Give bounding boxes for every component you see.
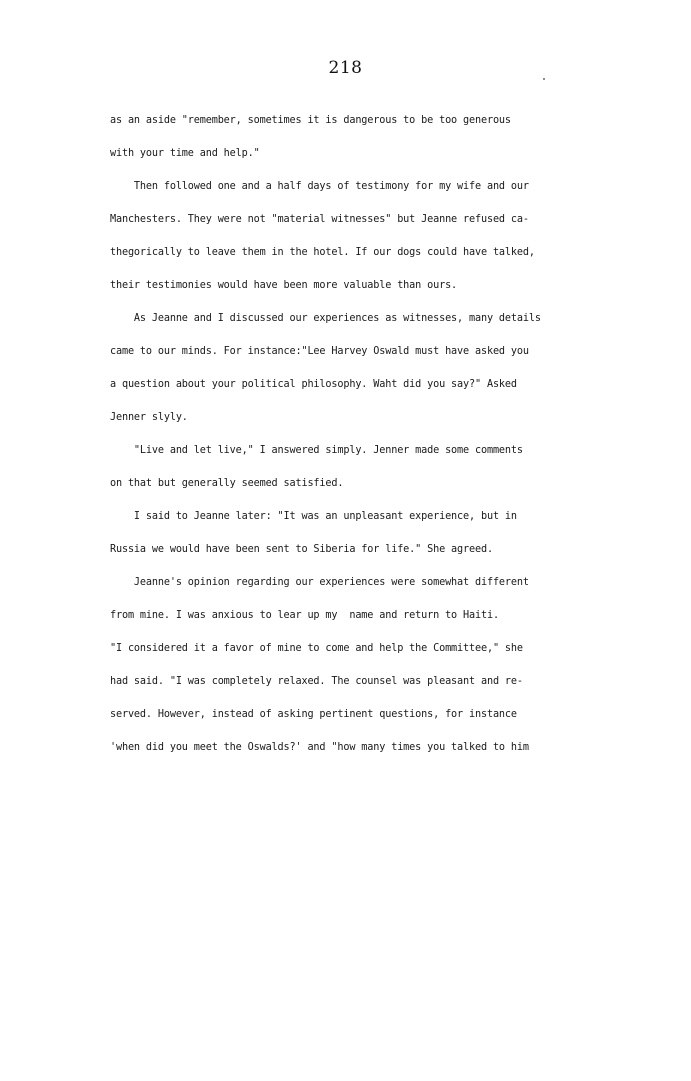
text-line: 'when did you meet the Oswalds?' and "how many times you talked to him — [110, 742, 529, 753]
text-line: Jenner slyly. — [110, 412, 188, 423]
text-line: their testimonies would have been more valuable than ours. — [110, 280, 458, 291]
text-line: had said. "I was completely relaxed. The counsel was pleasant and re- — [110, 676, 523, 687]
text-line: "I considered it a favor of mine to come and help the Committee," she — [110, 643, 523, 654]
text-line: I said to Jeanne later: "It was an unpleasant experience, but in — [110, 511, 517, 522]
text-line: on that but generally seemed satisfied. — [110, 478, 344, 489]
text-line: thegorically to leave them in the hotel. If our dogs could have talked, — [110, 247, 535, 258]
text-line: served. However, instead of asking pertinent questions, for instance — [110, 709, 517, 720]
text-line: Jeanne's opinion regarding our experiences were somewhat different — [110, 577, 529, 588]
text-line: Russia we would have been sent to Siberia for life." She agreed. — [110, 544, 493, 555]
text-line: Then followed one and a half days of testimony for my wife and our — [110, 181, 529, 192]
text-line: with your time and help." — [110, 148, 260, 159]
text-line: came to our minds. For instance:"Lee Harvey Oswald must have asked you — [110, 346, 529, 357]
text-line: As Jeanne and I discussed our experiences as witnesses, many details — [110, 313, 541, 324]
text-line: Manchesters. They were not "material witnesses" but Jeanne refused ca- — [110, 214, 529, 225]
text-line: a question about your political philosophy. Waht did you say?" Asked — [110, 379, 517, 390]
scan-speck — [543, 78, 545, 80]
text-line: as an aside "remember, sometimes it is dangerous to be too generous — [110, 115, 511, 126]
page-number: 218 — [328, 58, 363, 78]
text-line: "Live and let live," I answered simply. Jenner made some comments — [110, 445, 523, 456]
text-line: from mine. I was anxious to lear up my name and return to Haiti. — [110, 610, 499, 621]
